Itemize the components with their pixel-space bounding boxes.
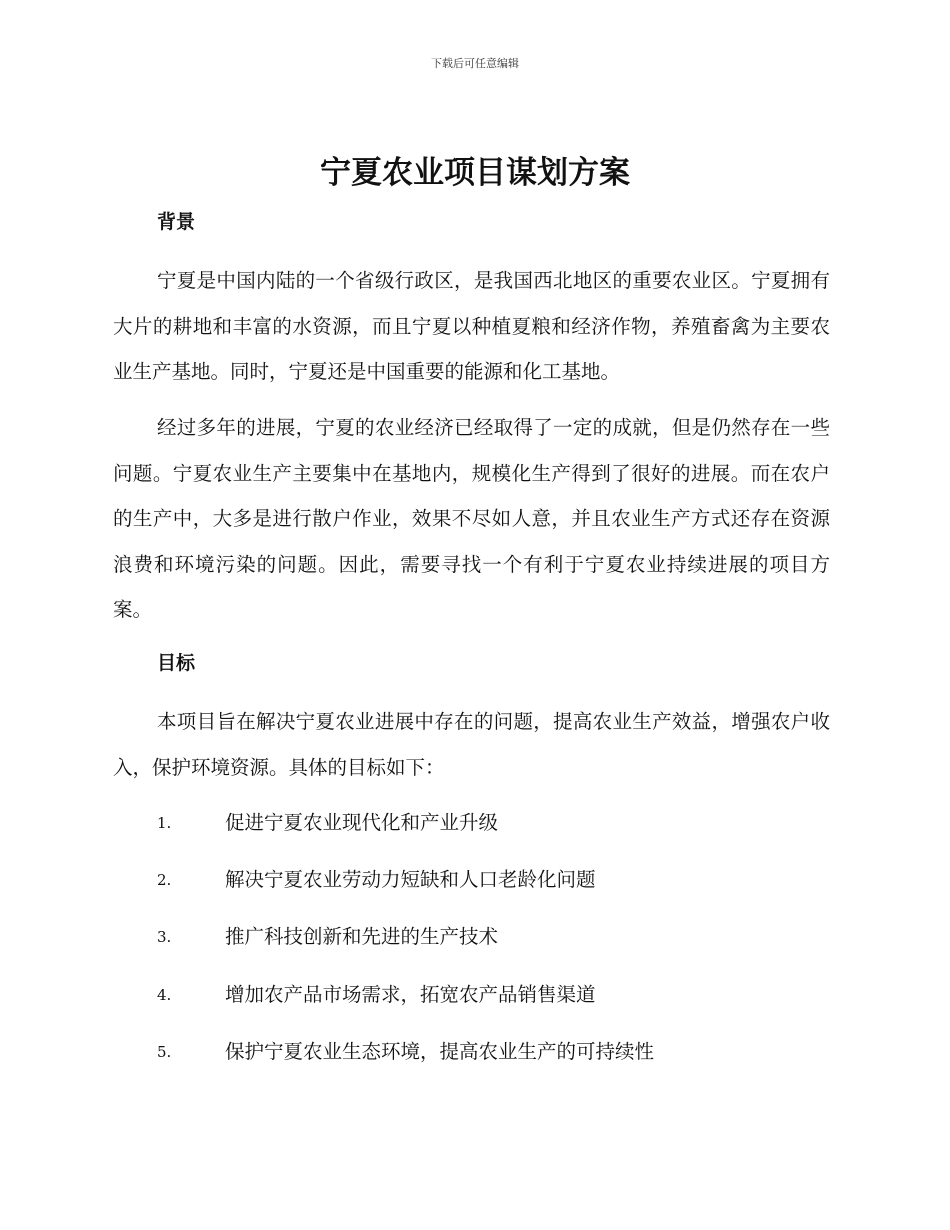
goal-item-5 — [157, 1035, 654, 1092]
goals-intro-paragraph: 本项目旨在解决宁夏农业进展中存在的问题，提高农业生产效益，增强农户收入，保护环境资源。具体的目标如下： — [113, 710, 830, 779]
goal-number: 4. — [157, 985, 172, 1004]
goals-list — [157, 806, 654, 1092]
section-heading-goals: 目标 — [157, 652, 196, 674]
section-heading-background: 背景 — [157, 211, 196, 233]
goal-text: 推广科技创新和先进的生产技术 — [225, 925, 499, 949]
document-title: 宁夏农业项目谋划方案 — [320, 155, 630, 191]
goal-number: 3. — [157, 928, 172, 947]
goal-text: 保护宁夏农业生态环境，提高农业生产的可持续性 — [225, 1039, 655, 1063]
background-paragraph-2: 经过多年的进展，宁夏的农业经济已经取得了一定的成就，但是仍然存在一些问题。宁夏农业生产主要集中在基地内，规模化生产得到了很好的进展。而在农户的生产中，大多是进行散户作业，效果不尽如人意，并且农业生产方式还存在资源浪费和环境污染的问题。因此，需要寻找一个有利于宁夏农业持续进展的项目方案。 — [113, 416, 830, 621]
goal-item-4 — [157, 978, 654, 1035]
goal-text: 促进宁夏农业现代化和产业升级 — [225, 811, 499, 834]
goal-number: 1. — [157, 814, 172, 832]
goal-text: 增加农产品市场需求，拓宽农产品销售渠道 — [225, 982, 596, 1006]
goal-item-2 — [157, 863, 654, 920]
goal-item-1 — [157, 806, 654, 863]
goal-number: 5. — [157, 1042, 172, 1061]
background-paragraph-1: 宁夏是中国内陆的一个省级行政区，是我国西北地区的重要农业区。宁夏拥有大片的耕地和丰富的水资源，而且宁夏以种植夏粮和经济作物，养殖畜禽为主要农业生产基地。同时，宁夏还是中国重要的能源和化工基地。 — [113, 269, 830, 383]
goal-text: 解决宁夏农业劳动力短缺和人口老龄化问题 — [225, 868, 596, 892]
goal-item-3 — [157, 920, 654, 977]
header-note: 下载后可任意编辑 — [431, 57, 519, 70]
goal-number: 2. — [157, 871, 172, 890]
